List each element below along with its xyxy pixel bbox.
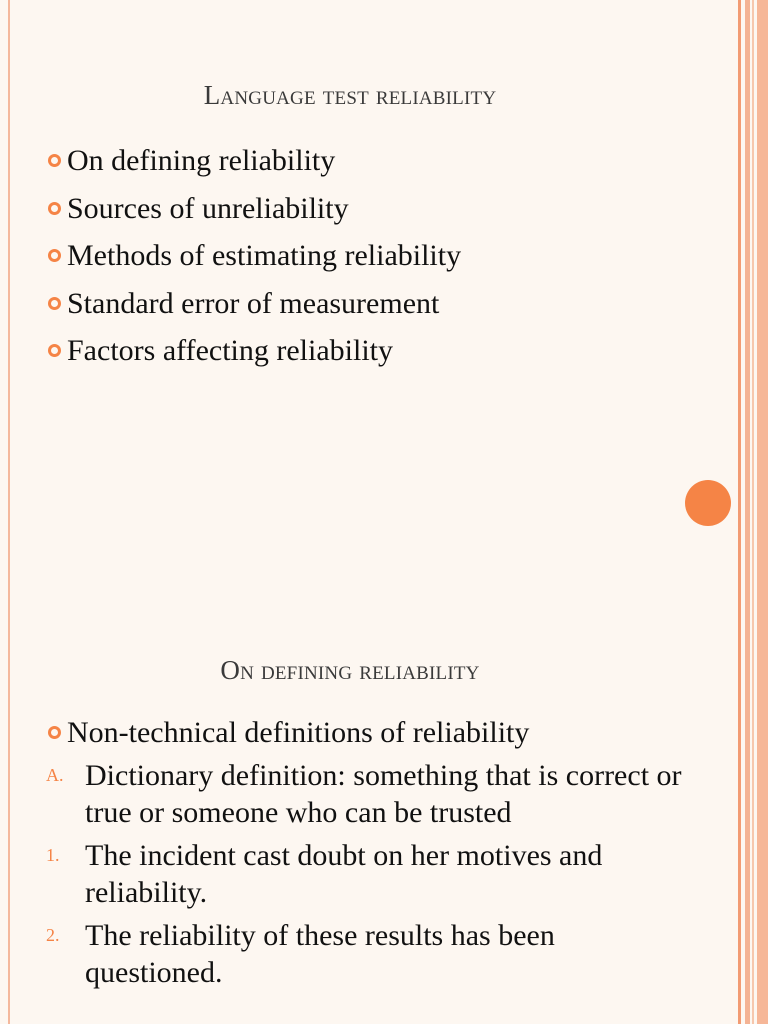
bullet-text: Non-technical definitions of reliability <box>67 716 530 749</box>
list-item <box>48 280 461 328</box>
bullet-circle-icon <box>48 154 61 167</box>
item-text: Dictionary definition: something that is correct or true or someone who can be trusted <box>85 759 682 829</box>
bullet-circle-icon <box>48 202 61 215</box>
left-border-line <box>8 0 10 1024</box>
list-item <box>48 327 461 375</box>
list-marker: A. <box>46 765 64 785</box>
item-text: The reliability of these results has been questioned. <box>85 919 555 989</box>
bullet-text: Standard error of measurement <box>67 286 440 320</box>
bullet-text: Methods of estimating reliability <box>67 239 462 272</box>
list-marker: 1. <box>46 845 60 865</box>
bullet-text: Factors affecting reliability <box>67 334 394 367</box>
list-item <box>48 185 461 233</box>
right-stripe <box>745 0 750 1024</box>
item-text: The incident cast doubt on her motives and reliability. <box>85 839 603 909</box>
list-item <box>48 232 461 280</box>
sub-list <box>46 757 686 997</box>
bullet-circle-icon <box>48 249 61 262</box>
slide-title: Language test reliability <box>203 80 497 110</box>
list-item <box>46 757 686 831</box>
orange-circle-decoration <box>685 480 731 526</box>
list-item <box>46 917 686 991</box>
bullet-circle-icon <box>48 344 61 357</box>
list-marker: 2. <box>46 925 60 945</box>
right-stripe <box>757 0 768 1024</box>
list-item <box>46 837 686 911</box>
right-stripe <box>752 0 754 1024</box>
slide-title: On defining reliability <box>220 655 480 685</box>
list-item <box>48 137 461 185</box>
bullet-list <box>48 709 529 757</box>
right-stripe <box>738 0 741 1024</box>
bullet-list <box>48 137 461 375</box>
bullet-text: Sources of unreliability <box>67 191 349 225</box>
list-item <box>48 709 529 757</box>
bullet-circle-icon <box>48 726 61 739</box>
bullet-text: On defining reliability <box>67 144 336 177</box>
bullet-circle-icon <box>48 297 61 310</box>
